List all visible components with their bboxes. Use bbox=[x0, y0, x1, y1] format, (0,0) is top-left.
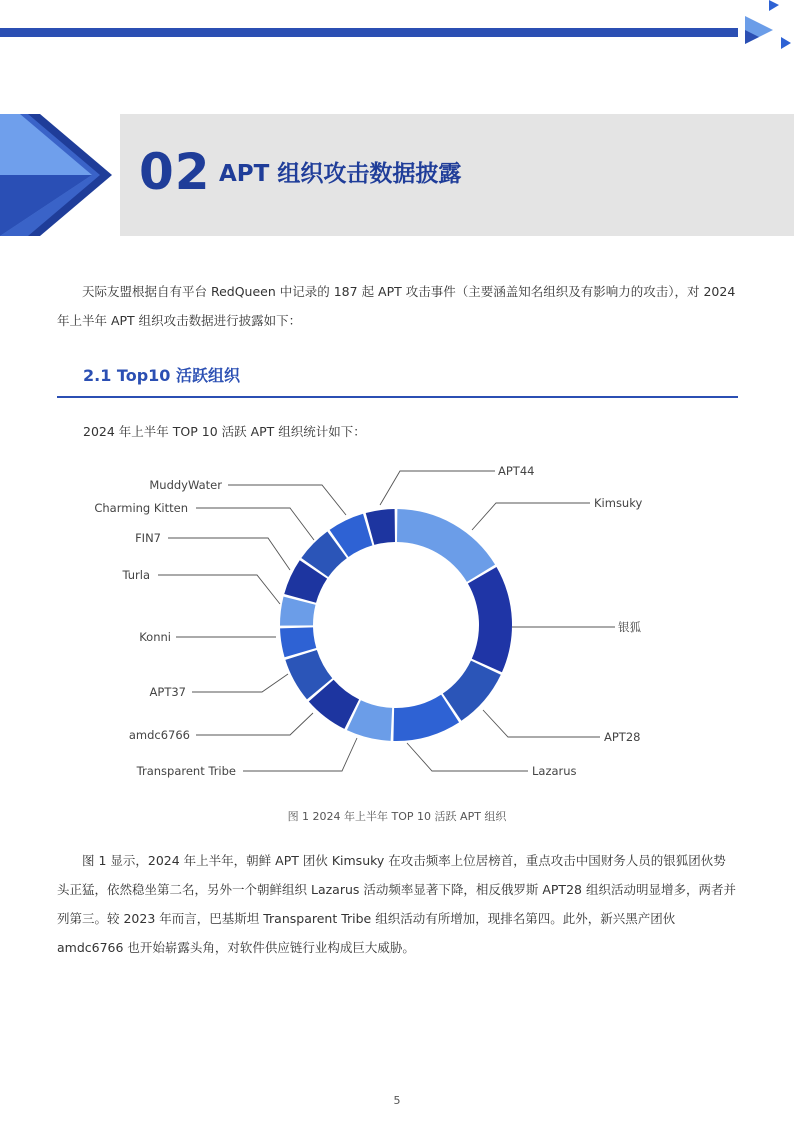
leader-line-7 bbox=[192, 674, 288, 692]
leader-line-3 bbox=[483, 710, 600, 737]
slice-label-11: Charming Kitten bbox=[94, 501, 188, 515]
slice-label-7: APT37 bbox=[149, 685, 186, 699]
intro-text: 天际友盟根据自有平台 RedQueen 中记录的 187 起 APT 攻击事件（主要涵盖知名组织及有影响力的攻击），对 2024 年上半年 APT 组织攻击数据进行披露如下： bbox=[57, 284, 736, 328]
chapter-number: 02 bbox=[139, 143, 211, 201]
leader-line-11 bbox=[196, 508, 314, 540]
chapter-title: APT 组织攻击数据披露 bbox=[219, 161, 462, 187]
leader-line-1 bbox=[472, 503, 590, 530]
figure-caption: 图 1 2024 年上半年 TOP 10 活跃 APT 组织 bbox=[287, 810, 507, 823]
slice-label-6: amdc6766 bbox=[128, 728, 190, 742]
leader-line-6 bbox=[196, 713, 313, 735]
header-bar bbox=[0, 28, 738, 37]
donut-slice-2 bbox=[468, 567, 512, 672]
analysis-paragraph bbox=[57, 846, 737, 962]
page-number: 5 bbox=[393, 1094, 401, 1107]
leader-line-9 bbox=[158, 575, 280, 604]
slice-label-4: Lazarus bbox=[532, 764, 577, 778]
leader-line-12 bbox=[228, 485, 346, 515]
slice-label-12: MuddyWater bbox=[149, 478, 222, 492]
chart-intro: 2024 年上半年 TOP 10 活跃 APT 组织统计如下： bbox=[83, 424, 366, 439]
corner-triangles bbox=[735, 0, 794, 60]
slice-label-10: FIN7 bbox=[135, 531, 161, 545]
section-title: 2.1 Top10 活跃组织 bbox=[83, 366, 240, 385]
leader-line-4 bbox=[407, 743, 528, 771]
analysis-text: 图 1 显示，2024 年上半年，朝鲜 APT 团伙 Kimsuky 在攻击频率上位居榜首，重点攻击中国财务人员的银狐团伙势头正猛，依然稳坐第二名，另外一个朝鲜组织 Lazarus 活动频率显著下降，相反俄罗斯 APT28 组织活动明显增多，两者并列第三。较 2023 年而言，巴基斯坦 Transparent Tribe 组织活动有所增加，现排名第四。此外，新兴黑产团伙 amdc6766 也开始崭露头角，对软件供应链行业构成巨大威胁。 bbox=[57, 853, 736, 955]
leader-line-10 bbox=[168, 538, 290, 570]
section-divider bbox=[57, 396, 738, 398]
slice-label-2: 银狐 bbox=[618, 620, 641, 634]
leader-line-5 bbox=[243, 738, 357, 771]
slice-label-1: Kimsuky bbox=[594, 496, 643, 510]
slice-label-8: Konni bbox=[139, 630, 171, 644]
slice-label-3: APT28 bbox=[604, 730, 641, 744]
slice-label-9: Turla bbox=[122, 568, 150, 582]
donut-chart bbox=[0, 455, 794, 800]
slice-label-0: APT44 bbox=[498, 464, 535, 478]
slice-label-5: Transparent Tribe bbox=[136, 764, 236, 778]
intro-paragraph bbox=[57, 277, 737, 335]
leader-line-0 bbox=[380, 471, 495, 505]
